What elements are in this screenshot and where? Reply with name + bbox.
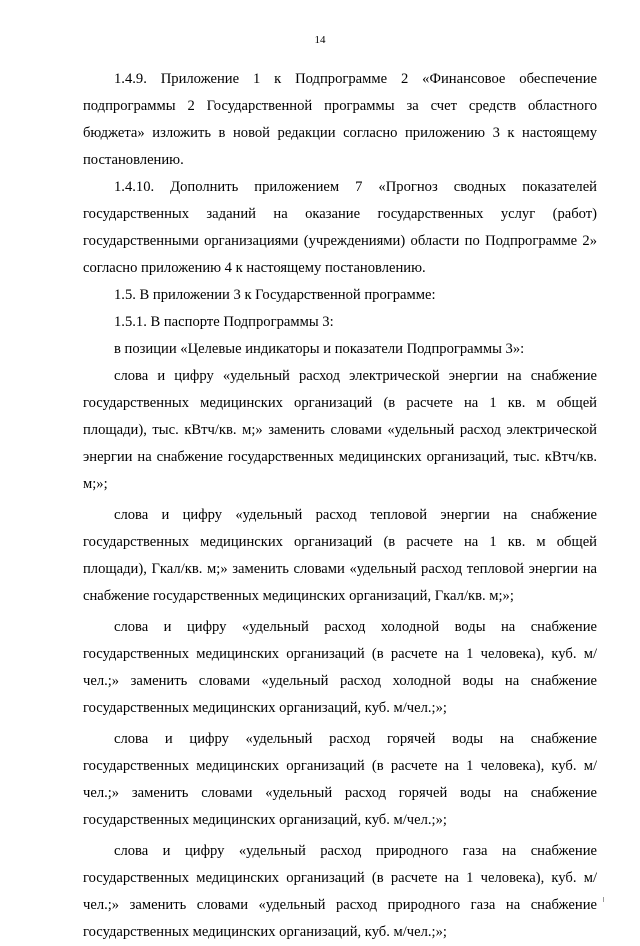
paragraph-hot-water: слова и цифру «удельный расход горячей воды на снабжение государственных медицинских организаций (в расчете на 1 человека), куб. м/чел.;» заменить словами «удельный расход горячей воды на снабжение государственных медицинских организаций, куб. м/чел.;»; xyxy=(83,731,597,828)
document-body xyxy=(83,66,597,946)
paragraph-electric-energy: слова и цифру «удельный расход электрической энергии на снабжение государственных медицинских организаций (в расчете на 1 кв. м общей площади), тыс. кВтч/кв. м;» заменить словами «удельный расход электрической энергии на снабжение государственных медицинских организаций, тыс. кВтч/кв. м;»; xyxy=(83,368,597,492)
paragraph-1-5-1: 1.5.1. В паспорте Подпрограммы 3: xyxy=(114,314,334,330)
paragraph-1-5: 1.5. В приложении 3 к Государственной программе: xyxy=(114,287,436,303)
paragraph-thermal-energy: слова и цифру «удельный расход тепловой энергии на снабжение государственных медицинских организаций (в расчете на 1 кв. м общей площади), Гкал/кв. м;» заменить словами «удельный расход тепловой энергии на снабжение государственных медицинских организаций, Гкал/кв. м;»; xyxy=(83,507,597,604)
page-number: 14 xyxy=(314,34,326,46)
paragraph-1-4-10: 1.4.10. Дополнить приложением 7 «Прогноз сводных показателей государственных заданий на оказание государственных услуг (работ) государственными организациями (учреждениями) области по Подпрограмме 2» согласно приложению 4 к настоящему постановлению. xyxy=(83,179,597,276)
paragraph-1-4-9: 1.4.9. Приложение 1 к Подпрограмме 2 «Финансовое обеспечение подпрограммы 2 Государственной программы за счет средств областного бюджета» изложить в новой редакции согласно приложению 3 к настоящему постановлению. xyxy=(83,71,597,168)
paragraph-natural-gas: слова и цифру «удельный расход природного газа на снабжение государственных медицинских организаций (в расчете на 1 человека), куб. м/чел.;» заменить словами «удельный расход природного газа на снабжение государственных медицинских организаций, куб. м/чел.;»; xyxy=(83,843,597,940)
paragraph-cold-water: слова и цифру «удельный расход холодной воды на снабжение государственных медицинских организаций (в расчете на 1 человека), куб. м/чел.;» заменить словами «удельный расход холодной воды на снабжение государственных медицинских организаций, куб. м/чел.;»; xyxy=(83,619,597,716)
scan-mark xyxy=(603,897,604,902)
paragraph-indicators-position: в позиции «Целевые индикаторы и показатели Подпрограммы 3»: xyxy=(114,341,525,357)
